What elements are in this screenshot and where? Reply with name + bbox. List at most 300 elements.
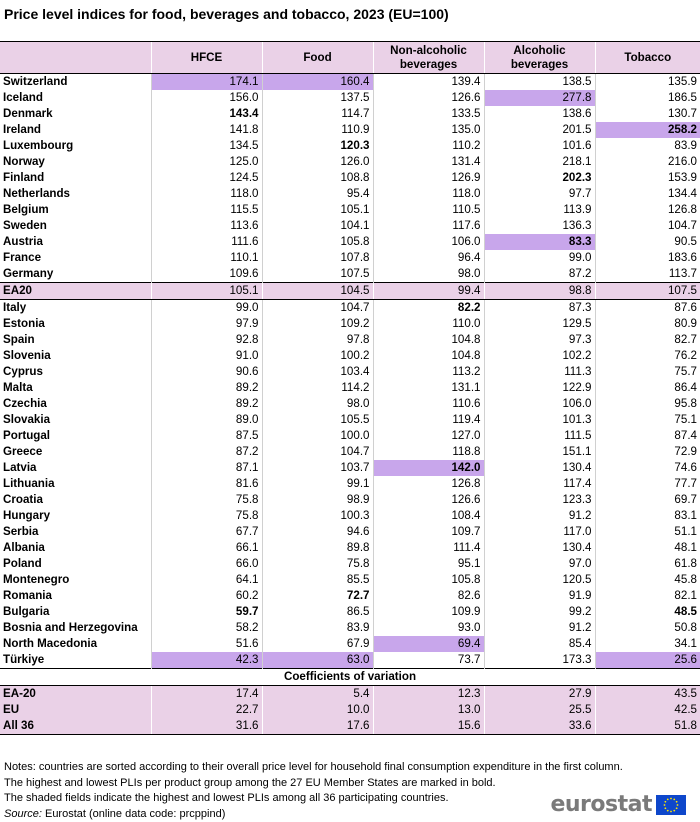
cell-non-alcoholic: 131.4 [373, 154, 484, 170]
flag-star [673, 809, 675, 811]
cell-food: 85.5 [262, 572, 373, 588]
table-row [0, 250, 700, 266]
cell-non-alcoholic: 133.5 [373, 106, 484, 122]
table-header-row [0, 42, 700, 74]
table-row [0, 556, 700, 572]
country-name: Estonia [3, 317, 45, 330]
cell-food: 72.7 [262, 588, 373, 604]
cell-hfce: 143.4 [151, 106, 262, 122]
country-name: Cyprus [3, 365, 43, 378]
cv-cell-alcoholic: 27.9 [484, 686, 595, 703]
logo-text: eurostat [550, 792, 652, 817]
cell-hfce: 115.5 [151, 202, 262, 218]
source-text: Eurostat (online data code: prcppind) [41, 807, 226, 820]
cell-food: 104.7 [262, 444, 373, 460]
cell-tobacco: 130.7 [595, 106, 700, 122]
cell-tobacco: 48.1 [595, 540, 700, 556]
cell-non-alcoholic: 126.8 [373, 476, 484, 492]
table-row [0, 74, 700, 91]
country-name: North Macedonia [3, 637, 98, 650]
cell-tobacco: 61.8 [595, 556, 700, 572]
cell-tobacco: 69.7 [595, 492, 700, 508]
cell-tobacco: 126.8 [595, 202, 700, 218]
table-row [0, 572, 700, 588]
column-header-non-alcoholic: Non-alcoholic beverages [373, 42, 484, 74]
table-row [0, 266, 700, 283]
flag-star [664, 804, 666, 806]
cell-alcoholic: 218.1 [484, 154, 595, 170]
country-name: Portugal [3, 429, 51, 442]
cell-non-alcoholic: 142.0 [373, 460, 484, 476]
cell-hfce: 113.6 [151, 218, 262, 234]
cv-cell-tobacco: 42.5 [595, 702, 700, 718]
cell-alcoholic: 120.5 [484, 572, 595, 588]
cell-hfce: 125.0 [151, 154, 262, 170]
table-row [0, 380, 700, 396]
cell-tobacco: 72.9 [595, 444, 700, 460]
source-line [4, 807, 623, 822]
country-name: Bosnia and Herzegovina [3, 621, 138, 634]
cell-tobacco: 134.4 [595, 186, 700, 202]
cell-hfce: 59.7 [151, 604, 262, 620]
table-row [0, 316, 700, 332]
cell-tobacco: 77.7 [595, 476, 700, 492]
country-name: France [3, 251, 42, 264]
source-label: Source: [4, 807, 42, 820]
cell-food: 67.9 [262, 636, 373, 652]
cell-non-alcoholic: 82.6 [373, 588, 484, 604]
cell-food: 99.1 [262, 476, 373, 492]
table-row [0, 218, 700, 234]
cell-non-alcoholic: 95.1 [373, 556, 484, 572]
cell-non-alcoholic: 126.6 [373, 90, 484, 106]
cv-cell-non-alcoholic: 13.0 [373, 702, 484, 718]
cell-non-alcoholic: 113.2 [373, 364, 484, 380]
cell-hfce: 67.7 [151, 524, 262, 540]
cell-alcoholic: 129.5 [484, 316, 595, 332]
cell-alcoholic: 136.3 [484, 218, 595, 234]
cell-alcoholic: 102.2 [484, 348, 595, 364]
cell-tobacco: 48.5 [595, 604, 700, 620]
cell-food: 120.3 [262, 138, 373, 154]
cell-tobacco: 50.8 [595, 620, 700, 636]
cell-alcoholic: 151.1 [484, 444, 595, 460]
cell-alcoholic: 97.3 [484, 332, 595, 348]
cv-cell-hfce: 31.6 [151, 718, 262, 735]
cell-alcoholic: 106.0 [484, 396, 595, 412]
cell-non-alcoholic: 111.4 [373, 540, 484, 556]
cell-non-alcoholic: 126.9 [373, 170, 484, 186]
cell-food: 114.2 [262, 380, 373, 396]
cell-hfce: 60.2 [151, 588, 262, 604]
table-row [0, 170, 700, 186]
cell-tobacco: 75.7 [595, 364, 700, 380]
cell-non-alcoholic: 104.8 [373, 348, 484, 364]
cell-food: 83.9 [262, 620, 373, 636]
cell-alcoholic: 173.3 [484, 652, 595, 669]
cell-tobacco: 107.5 [595, 283, 700, 300]
cell-non-alcoholic: 73.7 [373, 652, 484, 669]
cv-row-label: All 36 [0, 718, 151, 735]
table-row [0, 620, 700, 636]
cell-food: 104.1 [262, 218, 373, 234]
cell-food: 105.5 [262, 412, 373, 428]
cell-alcoholic: 83.3 [484, 234, 595, 250]
cv-row [0, 718, 700, 735]
page-title: Price level indices for food, beverages and tobacco, 2023 (EU=100) [4, 6, 449, 22]
cell-food: 63.0 [262, 652, 373, 669]
cell-non-alcoholic: 105.8 [373, 572, 484, 588]
country-name: Luxembourg [3, 139, 74, 152]
cell-tobacco: 186.5 [595, 90, 700, 106]
cell-non-alcoholic: 106.0 [373, 234, 484, 250]
table-row [0, 364, 700, 380]
cell-tobacco: 83.9 [595, 138, 700, 154]
table-row [0, 138, 700, 154]
cell-alcoholic: 117.4 [484, 476, 595, 492]
cell-non-alcoholic: 96.4 [373, 250, 484, 266]
cell-food: 95.4 [262, 186, 373, 202]
cell-non-alcoholic: 135.0 [373, 122, 484, 138]
table-row [0, 234, 700, 250]
cell-hfce: 87.5 [151, 428, 262, 444]
cv-cell-non-alcoholic: 12.3 [373, 686, 484, 703]
cell-tobacco: 104.7 [595, 218, 700, 234]
cell-tobacco: 87.4 [595, 428, 700, 444]
note-line: Notes: countries are sorted according to their overall price level for household final consumption expenditure in the first column. [4, 761, 623, 773]
cell-food: 105.8 [262, 234, 373, 250]
cell-food: 103.4 [262, 364, 373, 380]
cell-hfce: 174.1 [151, 74, 262, 91]
cv-row [0, 702, 700, 718]
cell-hfce: 109.6 [151, 266, 262, 283]
cell-food: 137.5 [262, 90, 373, 106]
table-row [0, 540, 700, 556]
cell-food: 126.0 [262, 154, 373, 170]
country-name: Denmark [3, 107, 53, 120]
cell-alcoholic: 123.3 [484, 492, 595, 508]
cv-heading: Coefficients of variation [0, 669, 700, 686]
cv-cell-alcoholic: 33.6 [484, 718, 595, 735]
cell-non-alcoholic: 126.6 [373, 492, 484, 508]
cv-row-label: EA-20 [0, 686, 151, 703]
cell-tobacco: 153.9 [595, 170, 700, 186]
cell-alcoholic: 97.7 [484, 186, 595, 202]
cell-tobacco: 34.1 [595, 636, 700, 652]
country-name: Sweden [3, 219, 47, 232]
cell-tobacco: 82.7 [595, 332, 700, 348]
cell-food: 110.9 [262, 122, 373, 138]
country-name: Lithuania [3, 477, 55, 490]
column-header-country [0, 42, 151, 74]
table-body [0, 74, 700, 735]
cell-hfce: 87.2 [151, 444, 262, 460]
cell-food: 100.2 [262, 348, 373, 364]
table-row [0, 428, 700, 444]
table-row [0, 508, 700, 524]
cell-food: 107.5 [262, 266, 373, 283]
cell-alcoholic: 98.8 [484, 283, 595, 300]
eu-flag-icon [656, 795, 686, 815]
cell-hfce: 111.6 [151, 234, 262, 250]
cell-hfce: 91.0 [151, 348, 262, 364]
cell-alcoholic: 101.6 [484, 138, 595, 154]
cell-hfce: 141.8 [151, 122, 262, 138]
cell-tobacco: 51.1 [595, 524, 700, 540]
cell-non-alcoholic: 108.4 [373, 508, 484, 524]
table-row [0, 202, 700, 218]
flag-star [664, 807, 666, 809]
cell-hfce: 99.0 [151, 300, 262, 317]
table-row [0, 332, 700, 348]
cell-hfce: 75.8 [151, 492, 262, 508]
cell-non-alcoholic: 109.9 [373, 604, 484, 620]
cell-alcoholic: 99.0 [484, 250, 595, 266]
cell-alcoholic: 138.5 [484, 74, 595, 91]
cell-non-alcoholic: 110.2 [373, 138, 484, 154]
country-name: Ireland [3, 123, 42, 136]
country-name: EA20 [0, 283, 151, 300]
country-name: Romania [3, 589, 52, 602]
cell-hfce: 89.2 [151, 396, 262, 412]
cell-tobacco: 113.7 [595, 266, 700, 283]
cell-food: 100.0 [262, 428, 373, 444]
cell-tobacco: 82.1 [595, 588, 700, 604]
country-name: Türkiye [3, 653, 45, 666]
cv-cell-tobacco: 43.5 [595, 686, 700, 703]
country-name: Latvia [3, 461, 37, 474]
cell-hfce: 42.3 [151, 652, 262, 669]
country-name: Slovenia [3, 349, 51, 362]
cv-cell-alcoholic: 25.5 [484, 702, 595, 718]
cv-cell-hfce: 17.4 [151, 686, 262, 703]
cell-non-alcoholic: 117.6 [373, 218, 484, 234]
cell-tobacco: 83.1 [595, 508, 700, 524]
table-row [0, 396, 700, 412]
flag-star [664, 800, 666, 802]
cell-non-alcoholic: 119.4 [373, 412, 484, 428]
cell-hfce: 124.5 [151, 170, 262, 186]
cell-alcoholic: 130.4 [484, 540, 595, 556]
cv-cell-non-alcoholic: 15.6 [373, 718, 484, 735]
cell-tobacco: 216.0 [595, 154, 700, 170]
cell-non-alcoholic: 99.4 [373, 283, 484, 300]
cell-tobacco: 80.9 [595, 316, 700, 332]
cell-food: 89.8 [262, 540, 373, 556]
cell-alcoholic: 87.2 [484, 266, 595, 283]
cell-hfce: 51.6 [151, 636, 262, 652]
country-name: Slovakia [3, 413, 51, 426]
cv-cell-hfce: 22.7 [151, 702, 262, 718]
column-header-tobacco: Tobacco [595, 42, 700, 74]
cell-tobacco: 95.8 [595, 396, 700, 412]
cell-hfce: 118.0 [151, 186, 262, 202]
cv-cell-food: 5.4 [262, 686, 373, 703]
table-row [0, 348, 700, 364]
cell-hfce: 87.1 [151, 460, 262, 476]
cell-alcoholic: 202.3 [484, 170, 595, 186]
cell-alcoholic: 113.9 [484, 202, 595, 218]
cell-non-alcoholic: 118.8 [373, 444, 484, 460]
cell-hfce: 134.5 [151, 138, 262, 154]
cell-hfce: 58.2 [151, 620, 262, 636]
cv-cell-food: 10.0 [262, 702, 373, 718]
cell-hfce: 97.9 [151, 316, 262, 332]
cell-food: 100.3 [262, 508, 373, 524]
table-row [0, 106, 700, 122]
table-row [0, 186, 700, 202]
flag-star [676, 800, 678, 802]
country-name: Belgium [3, 203, 49, 216]
cell-hfce: 105.1 [151, 283, 262, 300]
table-row [0, 300, 700, 317]
flag-star [670, 797, 672, 799]
country-name: Montenegro [3, 573, 70, 586]
column-header-hfce: HFCE [151, 42, 262, 74]
cell-non-alcoholic: 93.0 [373, 620, 484, 636]
table-row [0, 652, 700, 669]
cell-alcoholic: 122.9 [484, 380, 595, 396]
flag-star [676, 807, 678, 809]
price-level-table [0, 41, 700, 735]
cell-non-alcoholic: 110.0 [373, 316, 484, 332]
cell-non-alcoholic: 110.5 [373, 202, 484, 218]
cell-hfce: 90.6 [151, 364, 262, 380]
flag-star [673, 798, 675, 800]
cell-tobacco: 90.5 [595, 234, 700, 250]
notes-block [4, 760, 623, 822]
note-line: The shaded fields indicate the highest and lowest PLIs among all 36 participating countries. [4, 792, 449, 804]
cell-hfce: 66.1 [151, 540, 262, 556]
country-name: Serbia [3, 525, 39, 538]
table-row [0, 604, 700, 620]
country-name: Norway [3, 155, 45, 168]
cell-food: 103.7 [262, 460, 373, 476]
table-row [0, 444, 700, 460]
table-row [0, 122, 700, 138]
cv-cell-food: 17.6 [262, 718, 373, 735]
country-name: Spain [3, 333, 35, 346]
cell-tobacco: 45.8 [595, 572, 700, 588]
cell-hfce: 92.8 [151, 332, 262, 348]
cell-non-alcoholic: 110.6 [373, 396, 484, 412]
aggregate-row [0, 283, 700, 300]
country-name: Bulgaria [3, 605, 50, 618]
cell-non-alcoholic: 131.1 [373, 380, 484, 396]
cell-alcoholic: 85.4 [484, 636, 595, 652]
cell-alcoholic: 111.5 [484, 428, 595, 444]
country-name: Malta [3, 381, 33, 394]
flag-star [677, 804, 679, 806]
cell-food: 97.8 [262, 332, 373, 348]
country-name: Netherlands [3, 187, 71, 200]
cell-hfce: 64.1 [151, 572, 262, 588]
cell-non-alcoholic: 139.4 [373, 74, 484, 91]
country-name: Poland [3, 557, 42, 570]
table-row [0, 460, 700, 476]
cv-row [0, 686, 700, 703]
cell-hfce: 89.0 [151, 412, 262, 428]
cell-food: 98.9 [262, 492, 373, 508]
cell-tobacco: 135.9 [595, 74, 700, 91]
table-row [0, 492, 700, 508]
country-name: Switzerland [3, 75, 68, 88]
cell-food: 108.8 [262, 170, 373, 186]
cell-tobacco: 76.2 [595, 348, 700, 364]
cell-alcoholic: 91.2 [484, 508, 595, 524]
table-row [0, 154, 700, 170]
flag-star [667, 798, 669, 800]
cell-food: 105.1 [262, 202, 373, 218]
cell-alcoholic: 97.0 [484, 556, 595, 572]
cell-non-alcoholic: 69.4 [373, 636, 484, 652]
cell-food: 104.5 [262, 283, 373, 300]
cell-alcoholic: 111.3 [484, 364, 595, 380]
cell-hfce: 81.6 [151, 476, 262, 492]
table-row [0, 90, 700, 106]
cell-food: 98.0 [262, 396, 373, 412]
cell-food: 107.8 [262, 250, 373, 266]
flag-star [670, 810, 672, 812]
cell-food: 114.7 [262, 106, 373, 122]
country-name: Iceland [3, 91, 43, 104]
cell-hfce: 89.2 [151, 380, 262, 396]
cell-non-alcoholic: 98.0 [373, 266, 484, 283]
cell-tobacco: 258.2 [595, 122, 700, 138]
cell-tobacco: 183.6 [595, 250, 700, 266]
cell-non-alcoholic: 109.7 [373, 524, 484, 540]
cell-hfce: 156.0 [151, 90, 262, 106]
table-row [0, 412, 700, 428]
column-header-food: Food [262, 42, 373, 74]
cell-tobacco: 74.6 [595, 460, 700, 476]
cell-alcoholic: 117.0 [484, 524, 595, 540]
cell-hfce: 75.8 [151, 508, 262, 524]
cell-non-alcoholic: 118.0 [373, 186, 484, 202]
cell-alcoholic: 130.4 [484, 460, 595, 476]
cv-row-label: EU [0, 702, 151, 718]
table-row [0, 636, 700, 652]
cell-food: 104.7 [262, 300, 373, 317]
country-name: Czechia [3, 397, 47, 410]
country-name: Croatia [3, 493, 43, 506]
column-header-alcoholic: Alcoholic beverages [484, 42, 595, 74]
cell-alcoholic: 277.8 [484, 90, 595, 106]
cell-alcoholic: 201.5 [484, 122, 595, 138]
flag-star [667, 809, 669, 811]
cell-alcoholic: 99.2 [484, 604, 595, 620]
table-row [0, 588, 700, 604]
cell-hfce: 66.0 [151, 556, 262, 572]
country-name: Albania [3, 541, 45, 554]
country-name: Finland [3, 171, 45, 184]
cell-alcoholic: 91.9 [484, 588, 595, 604]
cell-food: 94.6 [262, 524, 373, 540]
cell-non-alcoholic: 127.0 [373, 428, 484, 444]
country-name: Greece [3, 445, 43, 458]
cell-food: 75.8 [262, 556, 373, 572]
country-name: Italy [3, 301, 27, 314]
cell-alcoholic: 87.3 [484, 300, 595, 317]
table-row [0, 476, 700, 492]
cell-hfce: 110.1 [151, 250, 262, 266]
cell-non-alcoholic: 82.2 [373, 300, 484, 317]
cell-alcoholic: 91.2 [484, 620, 595, 636]
cell-alcoholic: 138.6 [484, 106, 595, 122]
cell-tobacco: 75.1 [595, 412, 700, 428]
cell-tobacco: 87.6 [595, 300, 700, 317]
cell-alcoholic: 101.3 [484, 412, 595, 428]
